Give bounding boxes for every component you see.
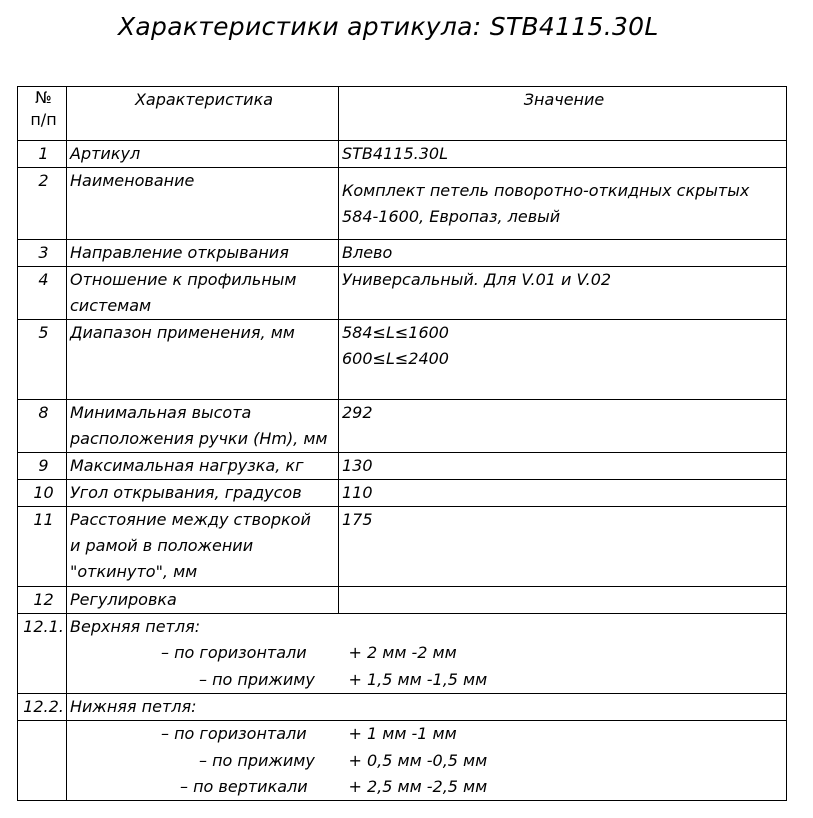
row-number: 9 (18, 453, 67, 480)
row-number: 5 (18, 320, 67, 400)
row-name: Верхняя петля: (67, 614, 339, 641)
header-value: Значение (339, 87, 787, 141)
table-row (18, 320, 787, 400)
row-value-line: 584-1600, Европаз, левый (342, 207, 561, 226)
row-number: 12.2. (18, 694, 67, 721)
row-number-empty (18, 667, 67, 694)
row-value-line: 600≤L≤2400 (342, 349, 449, 368)
header-number-line1: № (35, 88, 52, 107)
row-name-line: расположения ручки (Нm), мм (70, 429, 328, 448)
header-characteristic: Характеристика (67, 87, 339, 141)
table-row (18, 694, 787, 721)
adjust-value: + 0,5 мм -0,5 мм (339, 748, 787, 774)
row-value-line: 584≤L≤1600 (342, 323, 449, 342)
row-name: Нижняя петля: (67, 694, 339, 721)
table-header-row (18, 87, 787, 141)
row-number: 12 (18, 587, 67, 614)
row-name (67, 400, 339, 453)
row-name: Регулировка (67, 587, 339, 614)
adjust-label (67, 721, 339, 748)
adjust-value: + 2,5 мм -2,5 мм (339, 774, 787, 801)
adjust-label-text: – по горизонтали (161, 724, 307, 743)
row-value (339, 168, 787, 240)
row-number: 4 (18, 267, 67, 320)
adjust-value: + 1 мм -1 мм (339, 721, 787, 748)
row-number: 2 (18, 168, 67, 240)
adjust-label (67, 774, 339, 801)
row-number: 3 (18, 240, 67, 267)
adjust-label-text: – по прижиму (199, 670, 315, 689)
row-name: Наименование (67, 168, 339, 240)
table-row (18, 507, 787, 587)
row-value: 110 (339, 480, 787, 507)
row-name (67, 507, 339, 587)
row-number-empty (18, 721, 67, 748)
row-value: Универсальный. Для V.01 и V.02 (339, 267, 787, 320)
table-row (18, 267, 787, 320)
row-value (339, 587, 787, 614)
row-number-empty (18, 774, 67, 801)
row-number-empty (18, 748, 67, 774)
row-name-line: Отношение к профильным (70, 270, 297, 289)
adjust-label-text: – по прижиму (199, 750, 315, 770)
row-value (339, 694, 787, 721)
row-number: 8 (18, 400, 67, 453)
row-value: 130 (339, 453, 787, 480)
adjust-label-text: – по вертикали (180, 776, 308, 796)
table-row (18, 400, 787, 453)
table-row (18, 587, 787, 614)
adjust-value: + 2 мм -2 мм (339, 640, 787, 667)
row-value (339, 614, 787, 641)
adjust-row (18, 640, 787, 667)
adjust-label (67, 640, 339, 667)
row-name-line: Минимальная высота (70, 403, 252, 422)
row-name-line: и рамой в положении (70, 536, 254, 555)
table-row (18, 141, 787, 168)
adjust-label-text: – по горизонтали (161, 643, 307, 662)
row-value: Влево (339, 240, 787, 267)
row-value: 292 (339, 400, 787, 453)
row-name: Максимальная нагрузка, кг (67, 453, 339, 480)
row-number: 11 (18, 507, 67, 587)
table-row (18, 168, 787, 240)
row-name: Направление открывания (67, 240, 339, 267)
adjust-value: + 1,5 мм -1,5 мм (339, 667, 787, 694)
adjust-row (18, 774, 787, 801)
row-number: 1 (18, 141, 67, 168)
row-name-line: "откинуто", мм (70, 562, 198, 581)
row-name (67, 267, 339, 320)
row-number: 10 (18, 480, 67, 507)
adjust-row (18, 667, 787, 694)
row-name-line: системам (70, 296, 152, 315)
row-name-line: Расстояние между створкой (70, 510, 311, 529)
row-name: Угол открывания, градусов (67, 480, 339, 507)
row-value: STB4115.30L (339, 141, 787, 168)
adjust-label (67, 748, 339, 774)
row-number: 12.1. (18, 614, 67, 641)
table-row (18, 614, 787, 641)
table-row (18, 240, 787, 267)
row-name: Артикул (67, 141, 339, 168)
table-row (18, 480, 787, 507)
row-name: Диапазон применения, мм (67, 320, 339, 400)
row-number-empty (18, 640, 67, 667)
table-row (18, 453, 787, 480)
header-number (18, 87, 67, 141)
adjust-label (67, 667, 339, 694)
header-number-line2: п/п (30, 110, 57, 129)
adjust-row (18, 748, 787, 774)
characteristics-table (17, 86, 787, 801)
adjust-row (18, 721, 787, 748)
page-title: Характеристики артикула: STB4115.30L (118, 12, 659, 41)
row-value: 175 (339, 507, 787, 587)
row-value (339, 320, 787, 400)
row-value-line: Комплект петель поворотно-откидных скрытых (342, 181, 750, 200)
